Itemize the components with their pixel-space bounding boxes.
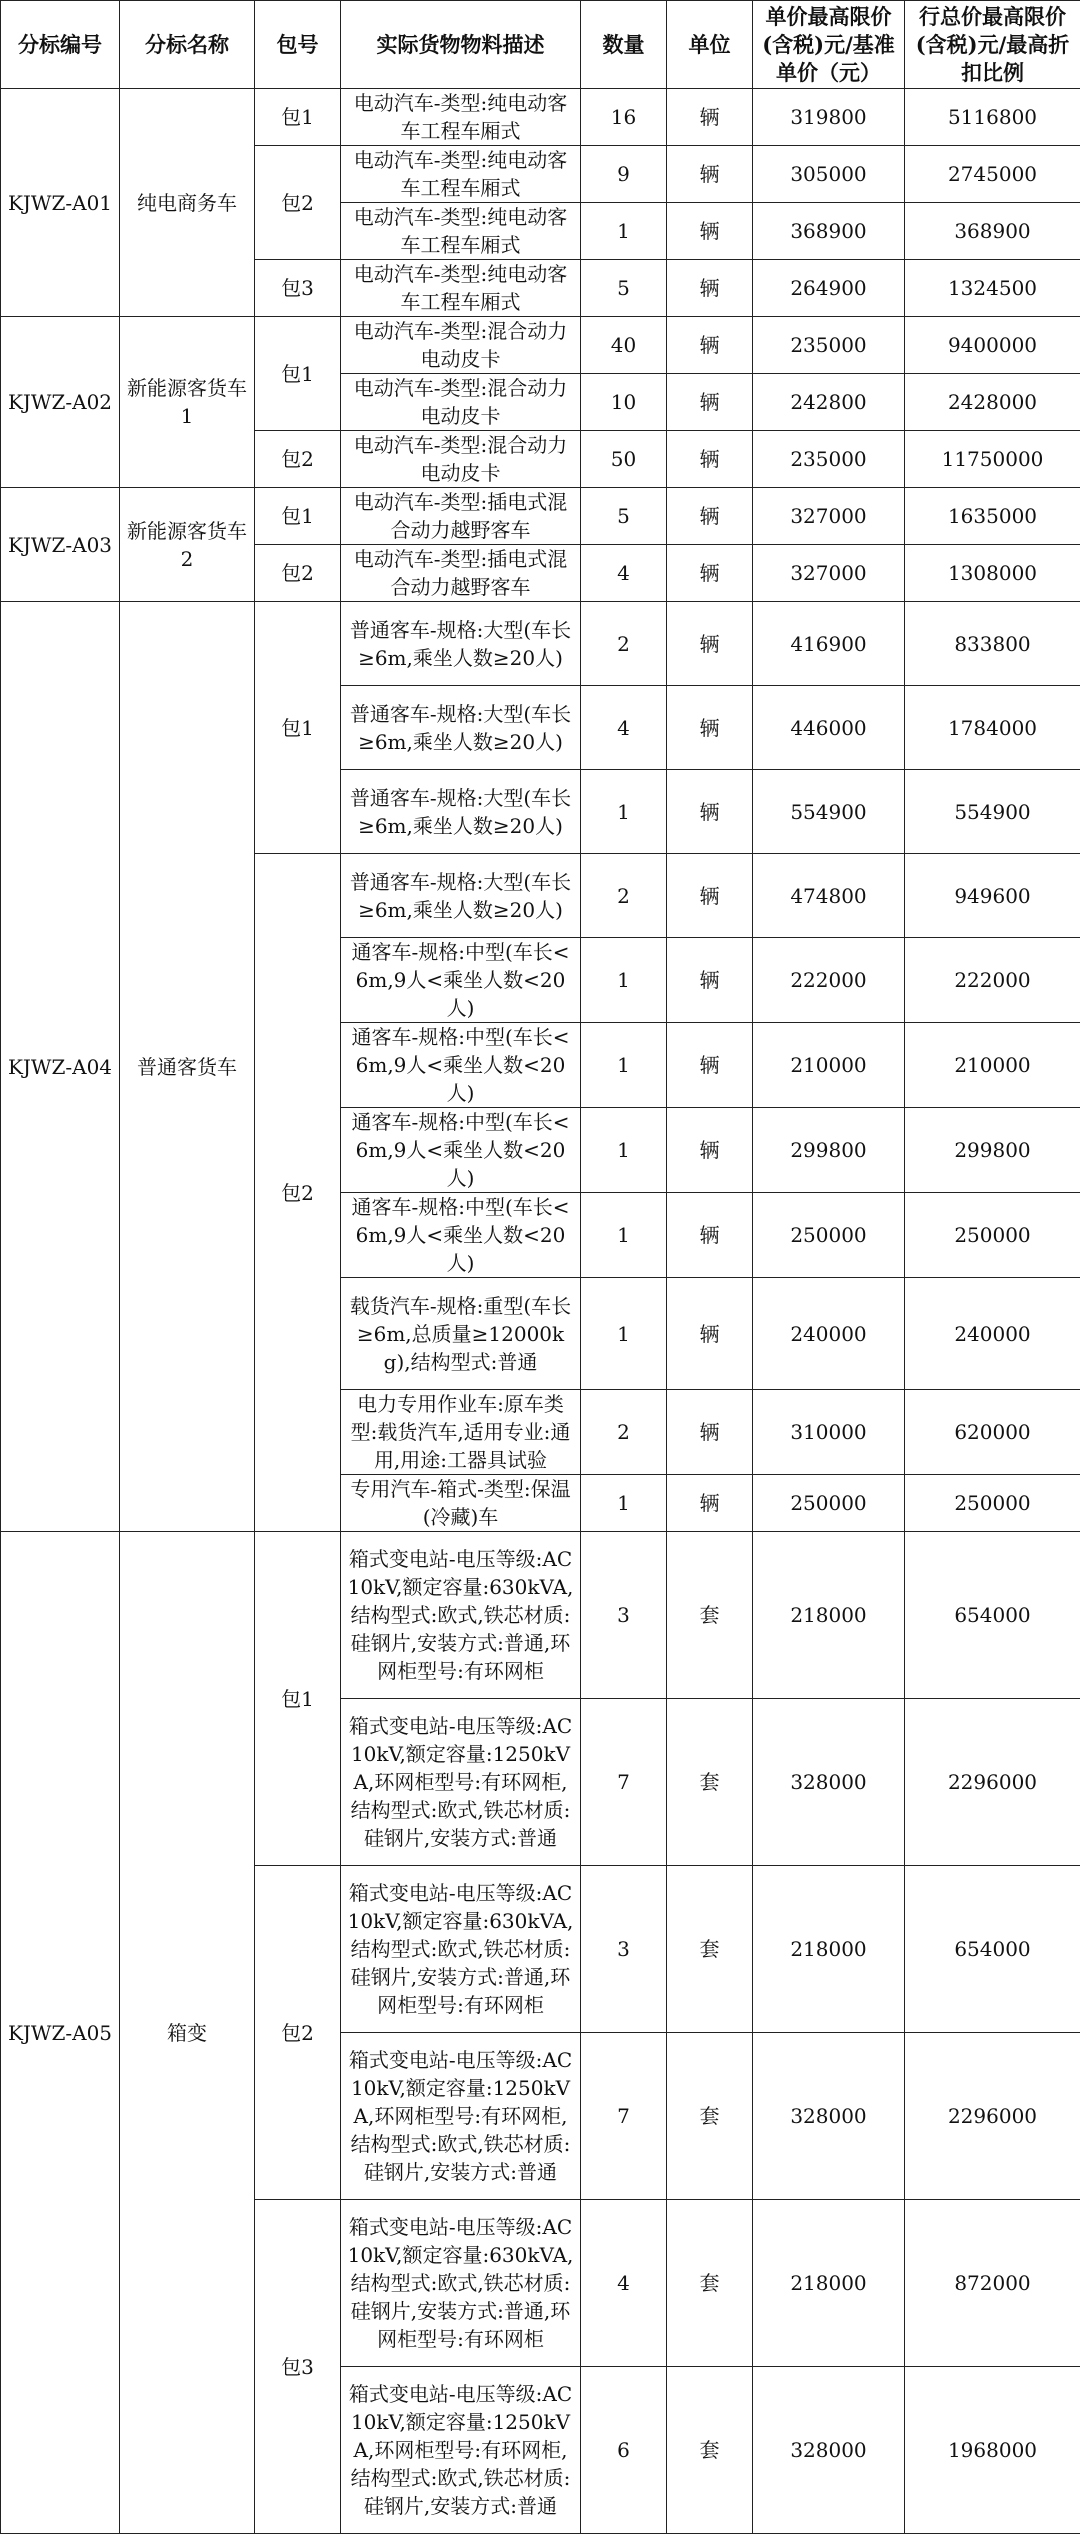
seg-name-cell: 新能源客货车1 <box>120 317 255 488</box>
pkg-cell: 包2 <box>255 146 341 260</box>
qty-cell: 3 <box>581 1866 667 2033</box>
qty-cell: 1 <box>581 1475 667 1532</box>
pkg-cell: 包1 <box>255 1532 341 1866</box>
unit-cell: 辆 <box>667 1193 753 1278</box>
unit-price-cell: 474800 <box>753 854 905 938</box>
qty-cell: 1 <box>581 203 667 260</box>
pkg-cell: 包1 <box>255 317 341 431</box>
desc-cell: 通客车-规格:中型(车长<6m,9人<乘坐人数<20人) <box>341 1108 581 1193</box>
seg-name-cell: 新能源客货车2 <box>120 488 255 602</box>
desc-cell: 普通客车-规格:大型(车长≥6m,乘坐人数≥20人) <box>341 770 581 854</box>
seg-no-cell: KJWZ-A05 <box>1 1532 120 2534</box>
total-price-cell: 5116800 <box>905 89 1080 146</box>
desc-cell: 普通客车-规格:大型(车长≥6m,乘坐人数≥20人) <box>341 602 581 686</box>
desc-cell: 电动汽车-类型:纯电动客车工程车厢式 <box>341 260 581 317</box>
desc-cell: 专用汽车-箱式-类型:保温(冷藏)车 <box>341 1475 581 1532</box>
qty-cell: 40 <box>581 317 667 374</box>
header-seg-no: 分标编号 <box>1 1 120 89</box>
desc-cell: 电动汽车-类型:纯电动客车工程车厢式 <box>341 89 581 146</box>
desc-cell: 电动汽车-类型:纯电动客车工程车厢式 <box>341 146 581 203</box>
qty-cell: 7 <box>581 2033 667 2200</box>
qty-cell: 10 <box>581 374 667 431</box>
seg-no-cell: KJWZ-A03 <box>1 488 120 602</box>
total-price-cell: 250000 <box>905 1475 1080 1532</box>
header-row <box>1 1 1080 89</box>
unit-cell: 辆 <box>667 1278 753 1390</box>
total-price-cell: 9400000 <box>905 317 1080 374</box>
total-price-cell: 2428000 <box>905 374 1080 431</box>
qty-cell: 50 <box>581 431 667 488</box>
total-price-cell: 250000 <box>905 1193 1080 1278</box>
pkg-cell: 包1 <box>255 602 341 854</box>
qty-cell: 4 <box>581 545 667 602</box>
unit-cell: 辆 <box>667 431 753 488</box>
pkg-cell: 包3 <box>255 260 341 317</box>
unit-cell: 辆 <box>667 854 753 938</box>
unit-price-cell: 328000 <box>753 2367 905 2534</box>
unit-cell: 辆 <box>667 317 753 374</box>
seg-name-cell: 纯电商务车 <box>120 89 255 317</box>
qty-cell: 1 <box>581 1278 667 1390</box>
qty-cell: 1 <box>581 770 667 854</box>
unit-price-cell: 235000 <box>753 431 905 488</box>
total-price-cell: 368900 <box>905 203 1080 260</box>
total-price-cell: 2745000 <box>905 146 1080 203</box>
total-price-cell: 833800 <box>905 602 1080 686</box>
table-row <box>1 488 1080 545</box>
unit-cell: 套 <box>667 2200 753 2367</box>
unit-price-cell: 368900 <box>753 203 905 260</box>
unit-price-cell: 327000 <box>753 545 905 602</box>
table-row <box>1 89 1080 146</box>
unit-price-cell: 328000 <box>753 1699 905 1866</box>
unit-price-cell: 250000 <box>753 1193 905 1278</box>
unit-price-cell: 446000 <box>753 686 905 770</box>
total-price-cell: 654000 <box>905 1866 1080 2033</box>
total-price-cell: 1784000 <box>905 686 1080 770</box>
desc-cell: 普通客车-规格:大型(车长≥6m,乘坐人数≥20人) <box>341 686 581 770</box>
unit-price-cell: 210000 <box>753 1023 905 1108</box>
unit-cell: 辆 <box>667 770 753 854</box>
unit-cell: 辆 <box>667 260 753 317</box>
desc-cell: 通客车-规格:中型(车长<6m,9人<乘坐人数<20人) <box>341 938 581 1023</box>
unit-cell: 套 <box>667 1699 753 1866</box>
desc-cell: 电力专用作业车:原车类型:载货汽车,适用专业:通用,用途:工器具试验 <box>341 1390 581 1475</box>
total-price-cell: 554900 <box>905 770 1080 854</box>
unit-price-cell: 299800 <box>753 1108 905 1193</box>
total-price-cell: 299800 <box>905 1108 1080 1193</box>
total-price-cell: 872000 <box>905 2200 1080 2367</box>
desc-cell: 载货汽车-规格:重型(车长≥6m,总质量≥12000kg),结构型式:普通 <box>341 1278 581 1390</box>
unit-cell: 套 <box>667 2033 753 2200</box>
header-qty: 数量 <box>581 1 667 89</box>
header-seg-name: 分标名称 <box>120 1 255 89</box>
total-price-cell: 654000 <box>905 1532 1080 1699</box>
qty-cell: 5 <box>581 488 667 545</box>
unit-cell: 辆 <box>667 488 753 545</box>
total-price-cell: 11750000 <box>905 431 1080 488</box>
qty-cell: 6 <box>581 2367 667 2534</box>
total-price-cell: 222000 <box>905 938 1080 1023</box>
desc-cell: 箱式变电站-电压等级:AC10kV,额定容量:1250kVA,环网柜型号:有环网柜,结构型式:欧式,铁芯材质:硅钢片,安装方式:普通 <box>341 1699 581 1866</box>
pkg-cell: 包3 <box>255 2200 341 2534</box>
unit-cell: 辆 <box>667 203 753 260</box>
unit-price-cell: 235000 <box>753 317 905 374</box>
qty-cell: 5 <box>581 260 667 317</box>
unit-cell: 辆 <box>667 1475 753 1532</box>
qty-cell: 9 <box>581 146 667 203</box>
seg-no-cell: KJWZ-A01 <box>1 89 120 317</box>
unit-price-cell: 327000 <box>753 488 905 545</box>
unit-price-cell: 264900 <box>753 260 905 317</box>
unit-cell: 辆 <box>667 545 753 602</box>
unit-price-cell: 250000 <box>753 1475 905 1532</box>
qty-cell: 4 <box>581 2200 667 2367</box>
unit-cell: 辆 <box>667 374 753 431</box>
desc-cell: 箱式变电站-电压等级:AC10kV,额定容量:630kVA,结构型式:欧式,铁芯材质:硅钢片,安装方式:普通,环网柜型号:有环网柜 <box>341 1866 581 2033</box>
unit-price-cell: 242800 <box>753 374 905 431</box>
qty-cell: 1 <box>581 1023 667 1108</box>
total-price-cell: 210000 <box>905 1023 1080 1108</box>
unit-price-cell: 240000 <box>753 1278 905 1390</box>
unit-cell: 套 <box>667 2367 753 2534</box>
header-pkg: 包号 <box>255 1 341 89</box>
desc-cell: 电动汽车-类型:插电式混合动力越野客车 <box>341 545 581 602</box>
desc-cell: 箱式变电站-电压等级:AC10kV,额定容量:630kVA,结构型式:欧式,铁芯材质:硅钢片,安装方式:普通,环网柜型号:有环网柜 <box>341 1532 581 1699</box>
unit-cell: 辆 <box>667 1023 753 1108</box>
qty-cell: 2 <box>581 854 667 938</box>
qty-cell: 2 <box>581 602 667 686</box>
qty-cell: 4 <box>581 686 667 770</box>
unit-cell: 套 <box>667 1866 753 2033</box>
qty-cell: 2 <box>581 1390 667 1475</box>
desc-cell: 电动汽车-类型:纯电动客车工程车厢式 <box>341 203 581 260</box>
total-price-cell: 620000 <box>905 1390 1080 1475</box>
qty-cell: 1 <box>581 1108 667 1193</box>
unit-price-cell: 416900 <box>753 602 905 686</box>
table-row <box>1 602 1080 686</box>
unit-price-cell: 218000 <box>753 1866 905 2033</box>
desc-cell: 普通客车-规格:大型(车长≥6m,乘坐人数≥20人) <box>341 854 581 938</box>
desc-cell: 电动汽车-类型:混合动力电动皮卡 <box>341 431 581 488</box>
unit-cell: 套 <box>667 1532 753 1699</box>
unit-cell: 辆 <box>667 938 753 1023</box>
unit-cell: 辆 <box>667 686 753 770</box>
total-price-cell: 949600 <box>905 854 1080 938</box>
pkg-cell: 包2 <box>255 854 341 1532</box>
table-row <box>1 317 1080 374</box>
unit-price-cell: 310000 <box>753 1390 905 1475</box>
unit-price-cell: 554900 <box>753 770 905 854</box>
qty-cell: 16 <box>581 89 667 146</box>
unit-price-cell: 222000 <box>753 938 905 1023</box>
unit-cell: 辆 <box>667 1108 753 1193</box>
unit-price-cell: 218000 <box>753 2200 905 2367</box>
unit-cell: 辆 <box>667 1390 753 1475</box>
seg-name-cell: 箱变 <box>120 1532 255 2534</box>
pkg-cell: 包2 <box>255 545 341 602</box>
desc-cell: 箱式变电站-电压等级:AC10kV,额定容量:1250kVA,环网柜型号:有环网柜,结构型式:欧式,铁芯材质:硅钢片,安装方式:普通 <box>341 2367 581 2534</box>
seg-no-cell: KJWZ-A02 <box>1 317 120 488</box>
total-price-cell: 2296000 <box>905 1699 1080 1866</box>
unit-price-cell: 328000 <box>753 2033 905 2200</box>
unit-cell: 辆 <box>667 146 753 203</box>
desc-cell: 电动汽车-类型:插电式混合动力越野客车 <box>341 488 581 545</box>
desc-cell: 箱式变电站-电压等级:AC10kV,额定容量:1250kVA,环网柜型号:有环网柜,结构型式:欧式,铁芯材质:硅钢片,安装方式:普通 <box>341 2033 581 2200</box>
unit-price-cell: 305000 <box>753 146 905 203</box>
pkg-cell: 包2 <box>255 1866 341 2200</box>
total-price-cell: 2296000 <box>905 2033 1080 2200</box>
qty-cell: 3 <box>581 1532 667 1699</box>
header-unit-price: 单价最高限价(含税)元/基准单价（元） <box>753 1 905 89</box>
table-row <box>1 1532 1080 1699</box>
pkg-cell: 包1 <box>255 89 341 146</box>
pkg-cell: 包2 <box>255 431 341 488</box>
unit-price-cell: 218000 <box>753 1532 905 1699</box>
desc-cell: 通客车-规格:中型(车长<6m,9人<乘坐人数<20人) <box>341 1023 581 1108</box>
seg-no-cell: KJWZ-A04 <box>1 602 120 1532</box>
desc-cell: 电动汽车-类型:混合动力电动皮卡 <box>341 317 581 374</box>
desc-cell: 电动汽车-类型:混合动力电动皮卡 <box>341 374 581 431</box>
pkg-cell: 包1 <box>255 488 341 545</box>
desc-cell: 箱式变电站-电压等级:AC10kV,额定容量:630kVA,结构型式:欧式,铁芯材质:硅钢片,安装方式:普通,环网柜型号:有环网柜 <box>341 2200 581 2367</box>
total-price-cell: 1324500 <box>905 260 1080 317</box>
unit-cell: 辆 <box>667 89 753 146</box>
header-desc: 实际货物物料描述 <box>341 1 581 89</box>
header-unit: 单位 <box>667 1 753 89</box>
total-price-cell: 1308000 <box>905 545 1080 602</box>
unit-price-cell: 319800 <box>753 89 905 146</box>
qty-cell: 1 <box>581 1193 667 1278</box>
header-total-price: 行总价最高限价(含税)元/最高折扣比例 <box>905 1 1080 89</box>
total-price-cell: 1635000 <box>905 488 1080 545</box>
desc-cell: 通客车-规格:中型(车长<6m,9人<乘坐人数<20人) <box>341 1193 581 1278</box>
seg-name-cell: 普通客货车 <box>120 602 255 1532</box>
qty-cell: 7 <box>581 1699 667 1866</box>
total-price-cell: 1968000 <box>905 2367 1080 2534</box>
qty-cell: 1 <box>581 938 667 1023</box>
total-price-cell: 240000 <box>905 1278 1080 1390</box>
unit-cell: 辆 <box>667 602 753 686</box>
